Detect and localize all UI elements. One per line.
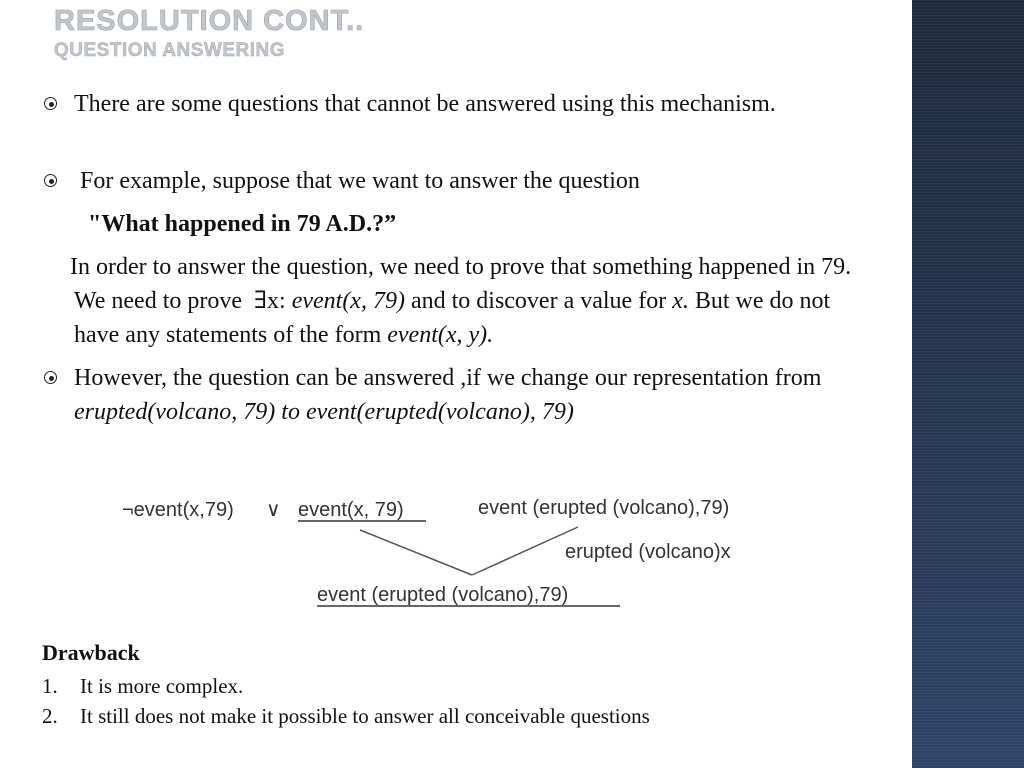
drawback-item-text: It still does not make it possible to answer all conceivable questions xyxy=(80,704,650,728)
bullet-4-formula: erupted(volcano, 79) to event(erupted(volcano), 79) xyxy=(74,399,574,425)
bullet-icon xyxy=(44,174,58,188)
resolution-diagram xyxy=(110,485,810,615)
drawback-heading: Drawback xyxy=(42,640,140,665)
drawback-item-1 xyxy=(42,672,243,700)
resolution-line-right xyxy=(472,527,578,575)
example-question: "What happened in 79 A.D.?” xyxy=(88,211,397,237)
slide-title: RESOLUTION CONT.. xyxy=(54,5,365,37)
substitution-label: erupted (volcano)x xyxy=(565,541,731,563)
drawback-item-number: 1. xyxy=(42,674,58,698)
drawback-item-number: 2. xyxy=(42,704,58,728)
clause-or-symbol: ∨ xyxy=(266,499,281,521)
explanation-text-1: In order to answer the question, we need to prove that something happened in 79. We need to prove ∃x: xyxy=(70,254,852,314)
resolution-line-left xyxy=(360,530,472,575)
slide-subtitle: QUESTION ANSWERING xyxy=(54,40,286,61)
fact-clause: event (erupted (volcano),79) xyxy=(478,497,730,519)
explanation-formula-1: event(x, 79) xyxy=(291,288,405,314)
bullet-icon xyxy=(44,371,58,385)
bullet-1-text: There are some questions that cannot be answered using this mechanism. xyxy=(74,91,776,117)
clause-negated: ¬event(x,79) xyxy=(122,499,234,521)
side-decorative-panel xyxy=(912,0,1024,768)
explanation-text-3: But we do not have any statements of the form xyxy=(74,288,831,348)
bullet-2-text: For example, suppose that we want to answer the question xyxy=(80,168,640,194)
bullet-1 xyxy=(74,87,904,121)
drawback-item-2 xyxy=(42,702,650,730)
bullet-2 xyxy=(80,164,910,198)
bullet-4-text: However, the question can be answered ,if we change our representation from xyxy=(74,365,822,391)
drawback-item-text: It is more complex. xyxy=(80,674,244,698)
bullet-4 xyxy=(74,361,904,429)
bullet-icon xyxy=(44,97,58,111)
explanation-text-2: and to discover a value for xyxy=(404,288,673,314)
explanation-variable: x. xyxy=(672,288,689,314)
resolvent-clause: event (erupted (volcano),79) xyxy=(317,584,569,606)
explanation-paragraph xyxy=(70,250,874,352)
clause-positive: event(x, 79) xyxy=(298,499,404,521)
explanation-formula-2: event(x, y). xyxy=(387,322,494,348)
